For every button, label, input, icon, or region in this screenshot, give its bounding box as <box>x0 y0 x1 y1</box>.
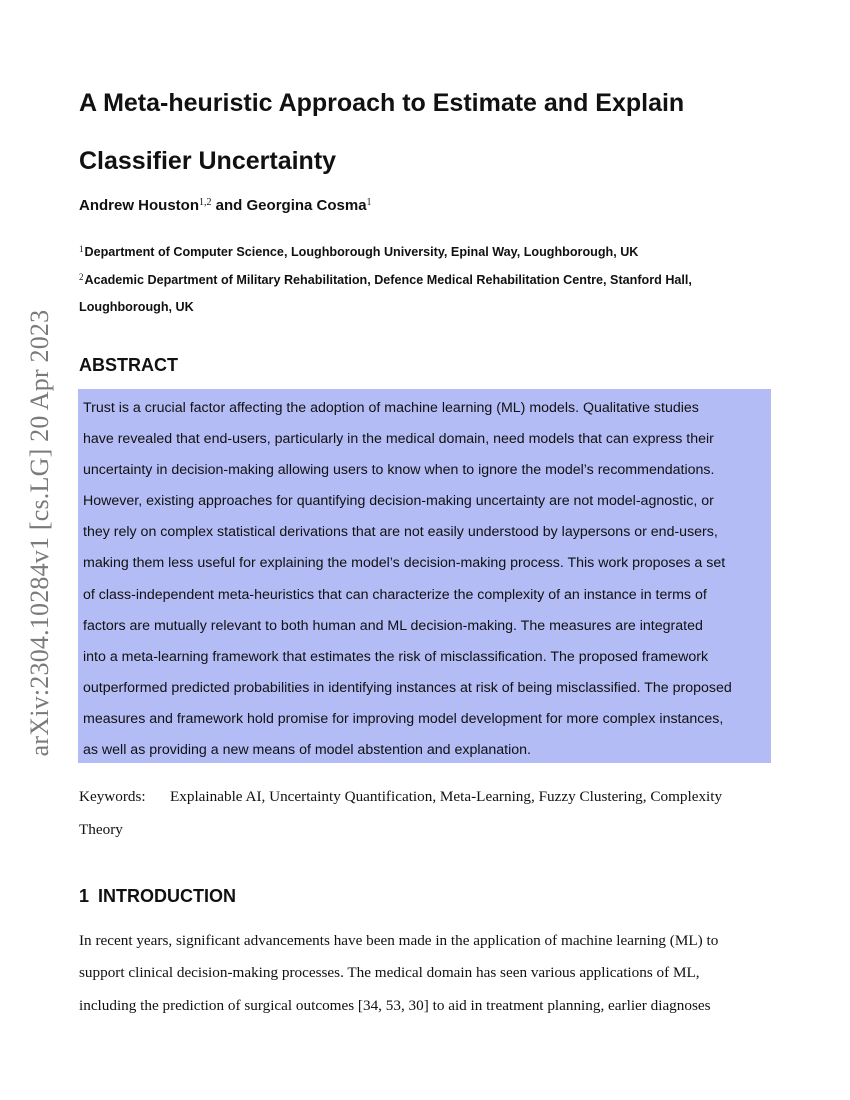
abstract-line: uncertainty in decision-making allowing users to know when to ignore the model’s recommendations. <box>83 462 715 478</box>
affiliation-2-mark: 2 <box>79 272 84 282</box>
introduction-heading <box>79 886 236 907</box>
author-first: Andrew Houston <box>79 197 199 214</box>
section-number: 1 <box>79 886 90 906</box>
keywords-row-cont <box>79 821 123 839</box>
abstract-line: factors are mutually relevant to both human and ML decision-making. The measures are integrated <box>83 618 703 634</box>
author-second-affil: 1 <box>366 197 372 208</box>
abstract-line: outperformed predicted probabilities in identifying instances at risk of being misclassified. The proposed <box>83 680 732 696</box>
abstract-heading: ABSTRACT <box>79 355 178 375</box>
title-line-2: Classifier Uncertainty <box>79 147 337 175</box>
abstract-line: as well as providing a new means of model abstention and explanation. <box>83 742 531 758</box>
paper-title <box>79 74 779 190</box>
affiliation-1 <box>79 244 779 259</box>
keywords-label: Keywords: <box>79 788 146 805</box>
affiliation-1-mark: 1 <box>79 244 84 254</box>
abstract-line: Trust is a crucial factor affecting the adoption of machine learning (ML) models. Qualitative studies <box>83 400 699 416</box>
affiliation-2-text-cont: Loughborough, UK <box>79 300 194 314</box>
abstract-line: of class-independent meta-heuristics that can characterize the complexity of an instance in terms of <box>83 587 707 603</box>
author-second: Georgina Cosma <box>246 197 367 214</box>
title-line-1: A Meta-heuristic Approach to Estimate and Explain <box>79 89 685 117</box>
arxiv-id-text: arXiv:2304.10284v1 [cs.LG] 20 Apr 2023 <box>25 309 54 757</box>
affiliation-2 <box>79 272 779 287</box>
intro-line: In recent years, significant advancements have been made in the application of machine learning (ML) to <box>79 932 719 949</box>
affiliation-2-cont <box>79 300 779 314</box>
abstract-line: making them less useful for explaining the model’s decision-making process. This work proposes a set <box>83 555 726 571</box>
affiliation-2-text: Academic Department of Military Rehabilitation, Defence Medical Rehabilitation Centre, Stanford Hall, <box>84 273 692 287</box>
author-joiner: and <box>211 197 247 214</box>
affiliation-1-text: Department of Computer Science, Loughborough University, Epinal Way, Loughborough, UK <box>84 245 639 259</box>
abstract-line: into a meta-learning framework that estimates the risk of misclassification. The proposed framework <box>83 649 709 665</box>
keywords-list: Explainable AI, Uncertainty Quantification, Meta-Learning, Fuzzy Clustering, Complexity <box>170 788 723 805</box>
intro-line: including the prediction of surgical outcomes [34, 53, 30] to aid in treatment planning, earlier diagnoses <box>79 997 711 1014</box>
intro-line: support clinical decision-making processes. The medical domain has seen various applications of ML, <box>79 964 700 981</box>
abstract-line: they rely on complex statistical derivations that are not easily understood by laypersons or end-users, <box>83 524 718 540</box>
author-list <box>79 197 372 214</box>
section-title: INTRODUCTION <box>98 886 237 906</box>
abstract-line: have revealed that end-users, particularly in the medical domain, need models that can express their <box>83 431 714 447</box>
author-first-affil: 1,2 <box>199 197 212 208</box>
keywords-row <box>79 788 722 806</box>
keywords-list-cont: Theory <box>79 821 123 838</box>
abstract-line: However, existing approaches for quantifying decision-making uncertainty are not model-agnostic, or <box>83 493 714 509</box>
abstract-line: measures and framework hold promise for improving model development for more complex instances, <box>83 711 724 727</box>
